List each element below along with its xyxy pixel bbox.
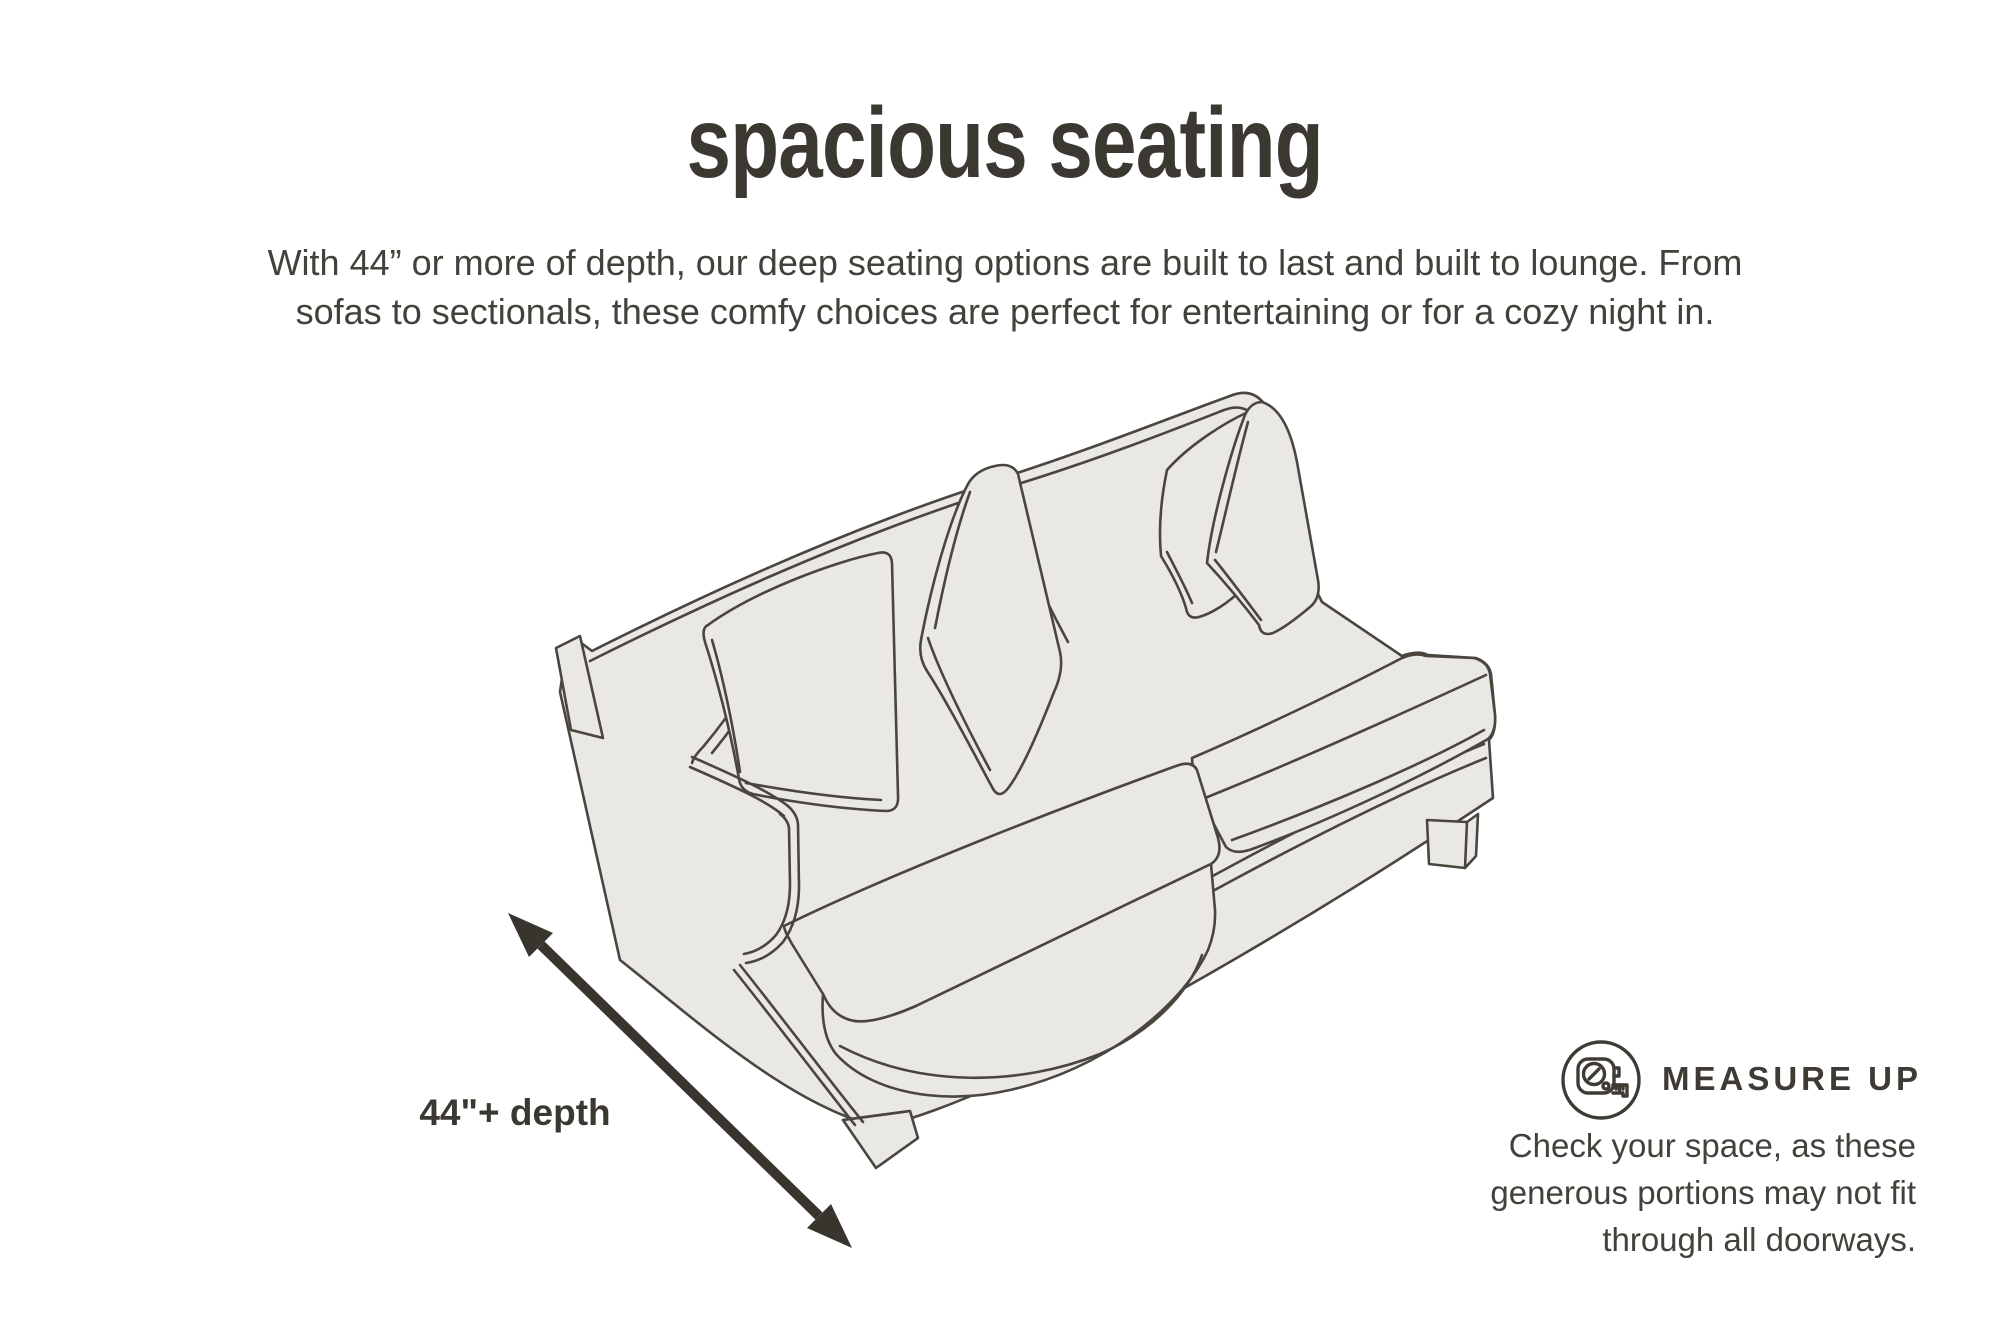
tape-measure-icon (1558, 1038, 1644, 1124)
depth-dimension-label: 44"+ depth (419, 1092, 611, 1133)
subtitle-line-2: sofas to sectionals, these comfy choices are perfect for entertaining or for a cozy night in. (295, 291, 1715, 332)
sofa-right-leg (1427, 814, 1478, 868)
measure-up-heading: MEASURE UP (1662, 1060, 1923, 1097)
page-title-row (0, 86, 2010, 201)
measure-up-line-3: through all doorways. (1602, 1221, 1916, 1258)
depth-arrow (480, 880, 920, 1300)
measure-up-text (1480, 1122, 1916, 1263)
page-subtitle (0, 238, 2010, 336)
measure-up-line-1: Check your space, as these (1508, 1127, 1916, 1164)
measure-up-line-2: generous portions may not fit (1490, 1174, 1916, 1211)
page-title: spacious seating (686, 87, 1324, 199)
subtitle-line-1: With 44” or more of depth, our deep seating options are built to last and built to lounge. From (267, 242, 1743, 283)
